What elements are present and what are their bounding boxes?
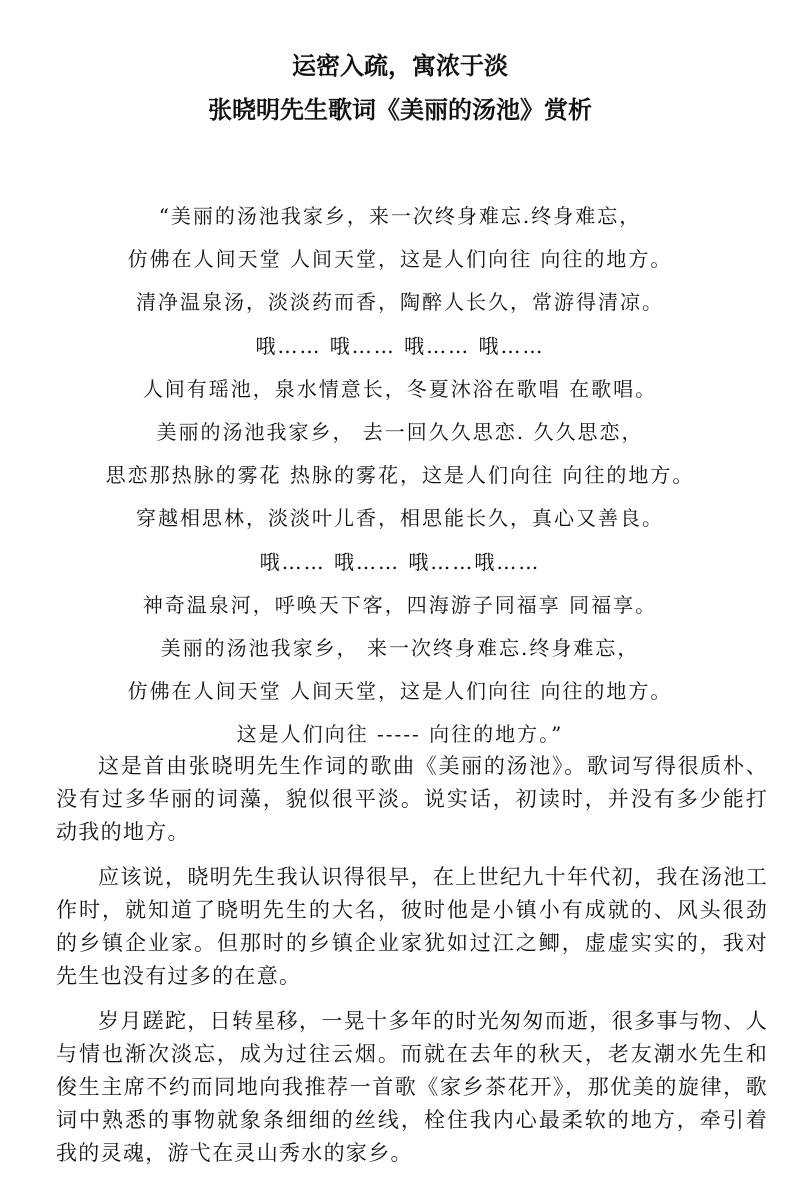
paragraph: 岁月蹉跎，日转星移，一晃十多年的时光匆匆而逝，很多事与物、人与情也渐次淡忘，成为过往云烟。而就在去年的秋天，老友潮水先生和俊生主席不约而同地向我推荐一首歌《家乡茶花开》，那优美的旋律，歌词中熟悉的事物就象条细细的丝线，栓住我内心最柔软的地方，牵引着我的灵魂，游弋在灵山秀水的家乡。 bbox=[56, 1009, 768, 1165]
lyric-line: 美丽的汤池我家乡， 来一次终身难忘.终身难忘， bbox=[160, 635, 640, 660]
title-block bbox=[0, 44, 800, 132]
article-body bbox=[56, 750, 768, 1182]
lyrics-block bbox=[0, 195, 800, 756]
lyric-line: 神奇温泉河，呼唤天下客，四海游子同福享 同福享。 bbox=[142, 592, 658, 617]
lyric-line: 人间有瑶池，泉水情意长，冬夏沐浴在歌唱 在歌唱。 bbox=[142, 376, 658, 401]
main-title: 运密入疏，寓浓于淡 bbox=[292, 52, 508, 80]
lyric-line: 哦…… 哦…… 哦…… 哦…… bbox=[255, 333, 545, 358]
paragraph: 应该说，晓明先生我认识得很早，在上世纪九十年代初，我在汤池工作时，就知道了晓明先生的大名，彼时他是小镇小有成就的、风头很劲的乡镇企业家。但那时的乡镇企业家犹如过江之鲫，虚虚实实的，我对先生也没有过多的在意。 bbox=[56, 865, 768, 988]
lyric-line: 仿佛在人间天堂 人间天堂，这是人们向往 向往的地方。 bbox=[127, 679, 673, 704]
lyric-line: 穿越相思林，淡淡叶儿香，相思能长久，真心又善良。 bbox=[136, 506, 664, 531]
subtitle: 张晓明先生歌词《美丽的汤池》赏析 bbox=[208, 96, 592, 124]
lyric-line: 美丽的汤池我家乡， 去一回久久思恋. 久久思恋， bbox=[156, 419, 644, 444]
lyric-line: 哦…… 哦…… 哦……哦…… bbox=[259, 549, 541, 574]
lyric-line: 仿佛在人间天堂 人间天堂，这是人们向往 向往的地方。 bbox=[127, 247, 673, 272]
lyric-line: 清净温泉汤，淡淡药而香，陶醉人长久，常游得清凉。 bbox=[136, 290, 664, 315]
paragraph: 这是首由张晓明先生作词的歌曲《美丽的汤池》。歌词写得很质朴、没有过多华丽的词藻，貌似很平淡。说实话，初读时，并没有多少能打动我的地方。 bbox=[56, 754, 768, 844]
lyric-line: 这是人们向往 ----- 向往的地方。” bbox=[236, 722, 564, 747]
lyric-line: 思恋那热脉的雾花 热脉的雾花，这是人们向往 向往的地方。 bbox=[105, 463, 695, 488]
lyric-line: “美丽的汤池我家乡，来一次终身难忘.终身难忘， bbox=[158, 204, 642, 228]
